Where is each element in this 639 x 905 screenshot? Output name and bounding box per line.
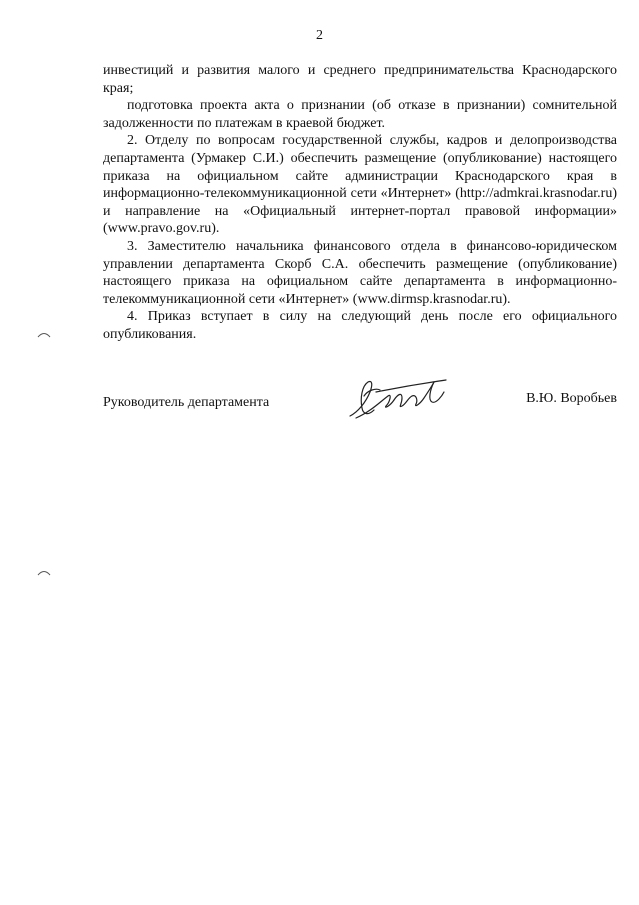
- document-body: [103, 62, 617, 344]
- signer-title: Руководитель департамента: [103, 395, 270, 410]
- handwritten-signature-icon: [346, 372, 456, 424]
- margin-hole-mark-icon: [37, 568, 51, 576]
- paragraph-item-4: 4. Приказ вступает в силу на следующий день после его официального опубликования.: [103, 309, 617, 342]
- paragraph-item-3: 3. Заместителю начальника финансового отдела в финансово-юридическом управлении департамента Скорб С.А. обеспечить размещение (опубликование) настоящего приказа на официальном сайте департамента в информационно-телекоммуникационной сети «Интернет» (www.dirmsp.krasnodar.ru).: [103, 238, 617, 307]
- signer-name: В.Ю. Воробьев: [526, 391, 617, 406]
- paragraph-doubtful-debt: подготовка проекта акта о признании (об отказе в признании) сомнительной задолженности по платежам в краевой бюджет.: [103, 98, 617, 131]
- paragraph-item-2: 2. Отделу по вопросам государственной службы, кадров и делопроизводства департамента (Урмакер С.И.) обеспечить размещение (опубликование) настоящего приказа на официальном сайте администрации Краснодарского края в информационно-телекоммуникационной сети «Интернет» (http://admkrai.krasnodar.ru) и направление на «Официальный интернет-портал правовой информации» (www.pravo.gov.ru).: [103, 133, 617, 237]
- page-number: 2: [316, 28, 323, 43]
- paragraph-continuation: инвестиций и развития малого и среднего предпринимательства Краснодарского края;: [103, 63, 617, 96]
- margin-hole-mark-icon: [37, 330, 51, 338]
